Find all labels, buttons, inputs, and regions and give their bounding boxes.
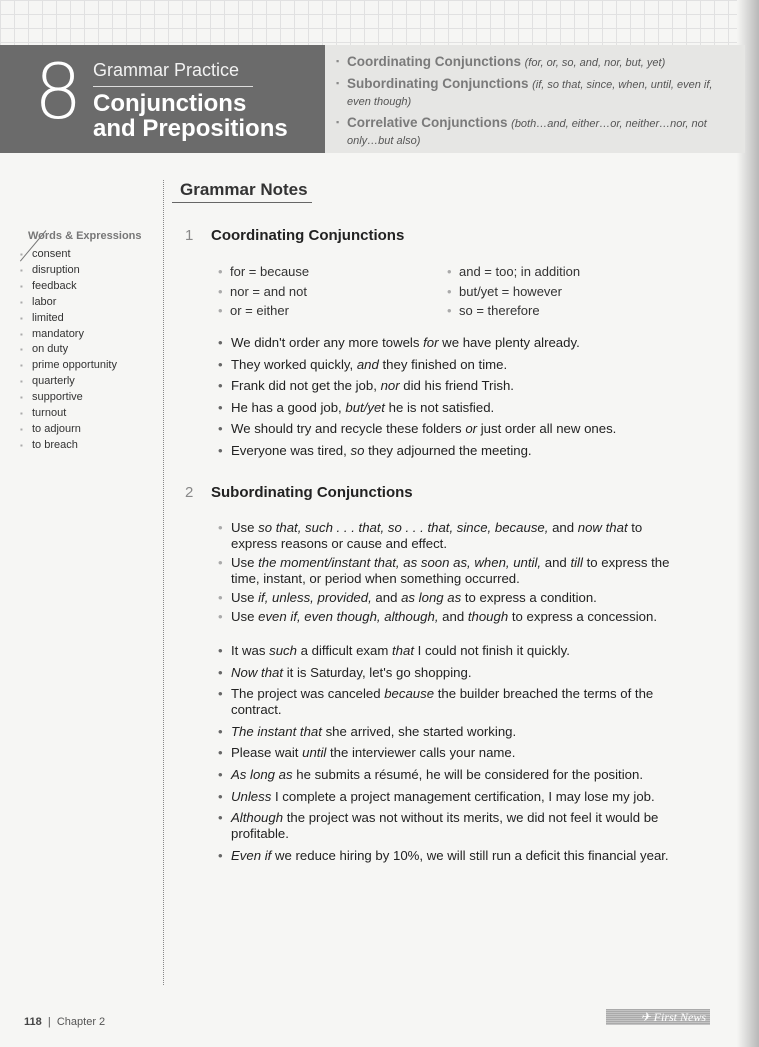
sidebar-word: ▪ turnout xyxy=(20,406,142,422)
bullet-item xyxy=(218,555,688,587)
publisher-logo: ✈ First News xyxy=(606,1009,710,1025)
italic-term: such xyxy=(269,643,297,658)
section-title: Subordinating Conjunctions xyxy=(211,484,413,501)
text-segment: Use xyxy=(231,555,259,570)
words-sidebar xyxy=(20,230,142,454)
conjunction-pair: • and = too; in addition xyxy=(447,264,580,279)
text-segment: They worked quickly, xyxy=(231,356,357,372)
conjunction-pair: • for = because xyxy=(218,264,309,279)
bullet-item xyxy=(218,810,688,842)
grammar-notes-heading: Grammar Notes xyxy=(172,180,312,203)
conjunction-pair: • but/yet = however xyxy=(447,284,562,299)
bullet-item xyxy=(218,335,688,351)
italic-term: and xyxy=(356,356,379,372)
bullet-item xyxy=(218,665,688,681)
sidebar-word: ▪ to breach xyxy=(20,438,142,454)
section-number: 1 xyxy=(185,227,194,244)
sidebar-heading: Words & Expressions xyxy=(28,230,142,242)
separator: | xyxy=(47,1016,51,1028)
logo-text: First News xyxy=(653,1010,706,1024)
text-segment: to express a concession. xyxy=(508,609,657,624)
italic-term: but/yet xyxy=(345,399,385,415)
sidebar-word: ▪ to adjourn xyxy=(20,422,142,438)
section-1-heading xyxy=(185,227,404,244)
bullet-item xyxy=(218,609,688,625)
bullet-item xyxy=(218,590,688,606)
sidebar-word: ▪ limited xyxy=(20,311,142,327)
bullet-item xyxy=(218,789,688,805)
topic-item xyxy=(336,115,716,149)
sidebar-word: ▪ disruption xyxy=(20,263,142,279)
text-segment: he is not satisfied. xyxy=(384,399,495,415)
italic-term: The instant that xyxy=(231,723,322,739)
bullet-item xyxy=(218,745,688,761)
text-segment: Use xyxy=(231,520,259,535)
italic-term: till xyxy=(570,555,583,570)
page-footer xyxy=(24,1016,105,1028)
text-segment: it is Saturday, let's go shopping. xyxy=(283,664,472,680)
title-line-1: Conjunctions xyxy=(93,90,247,117)
italic-term: Although xyxy=(231,810,284,826)
bullet-item xyxy=(218,378,688,394)
chapter-header xyxy=(0,45,325,153)
text-segment: the builder breached the terms of the contract. xyxy=(231,686,654,718)
sidebar-word: ▪ consent xyxy=(20,247,142,263)
page-number: 118 xyxy=(24,1016,42,1028)
text-segment: to express a condition. xyxy=(461,590,597,605)
italic-term: As long as xyxy=(231,766,293,782)
chapter-number: 8 xyxy=(34,47,83,136)
italic-term: that xyxy=(392,643,415,658)
sidebar-word: ▪ prime opportunity xyxy=(20,358,142,374)
word-list xyxy=(20,247,142,454)
chapter-label: Chapter 2 xyxy=(56,1016,106,1028)
text-segment: and xyxy=(371,590,402,605)
conjunction-pair: • or = either xyxy=(218,303,289,318)
bullet-item xyxy=(218,443,688,459)
page-edge-shadow xyxy=(737,0,759,1047)
text-segment: to express the time, instant, or period when something occurred. xyxy=(231,555,670,586)
text-segment: just order all new ones. xyxy=(477,421,617,437)
section-2-examples xyxy=(218,643,688,869)
topic-item xyxy=(336,54,716,71)
section-number: 2 xyxy=(185,484,194,501)
italic-term: Unless xyxy=(231,788,272,804)
text-segment: the project was not without its merits, we did not feel it would be profitable. xyxy=(231,810,659,842)
sidebar-word: ▪ labor xyxy=(20,295,142,311)
text-segment: The project was canceled xyxy=(231,686,385,702)
italic-term: now that xyxy=(577,520,628,535)
section-1-examples xyxy=(218,335,688,465)
italic-term: though xyxy=(467,609,509,624)
bullet-item xyxy=(218,421,688,437)
text-segment: and xyxy=(548,520,578,535)
italic-term: the moment/instant that, as soon as, when, until, xyxy=(258,555,542,570)
text-segment: they adjourned the meeting. xyxy=(364,442,532,458)
divider xyxy=(163,180,164,985)
chapter-title xyxy=(93,91,288,141)
section-2-rules xyxy=(218,520,688,628)
topic-detail: (if, so that, since, when, until, even if, even though) xyxy=(347,79,713,108)
bullet-item xyxy=(218,767,688,783)
chapter-subtitle: Grammar Practice xyxy=(93,60,253,87)
text-segment: Please wait xyxy=(231,745,303,761)
text-segment: to express reasons or cause and effect. xyxy=(231,520,643,551)
grid-background xyxy=(0,0,759,46)
text-segment: we reduce hiring by 10%, we will still run a deficit this financial year. xyxy=(271,847,669,863)
text-segment: she arrived, she started working. xyxy=(321,723,517,739)
sidebar-word: ▪ supportive xyxy=(20,390,142,406)
bullet-item xyxy=(218,357,688,373)
text-segment: Everyone was tired, xyxy=(231,442,351,458)
text-segment: he submits a résumé, he will be considered for the position. xyxy=(292,766,643,782)
topic-item xyxy=(336,76,716,110)
text-segment: It was xyxy=(231,643,270,658)
topic-name: Coordinating Conjunctions xyxy=(347,54,521,69)
conjunction-pair: • nor = and not xyxy=(218,284,307,299)
bullet-item xyxy=(218,724,688,740)
italic-term: or xyxy=(465,421,478,437)
conjunction-pair: • so = therefore xyxy=(447,303,540,318)
italic-term: if, unless, provided, xyxy=(258,590,372,605)
italic-term: as long as xyxy=(401,590,462,605)
sidebar-word: ▪ mandatory xyxy=(20,327,142,343)
sidebar-word: ▪ feedback xyxy=(20,279,142,295)
bullet-item xyxy=(218,686,688,718)
topic-detail: (both…and, either…or, neither…nor, not only…but also) xyxy=(347,118,707,147)
topic-detail: (for, or, so, and, nor, but, yet) xyxy=(524,57,666,69)
text-segment: the interviewer calls your name. xyxy=(326,745,516,761)
italic-term: even if, even though, although, xyxy=(258,609,439,624)
text-segment: I complete a project management certification, I may lose my job. xyxy=(271,788,655,804)
topic-name: Subordinating Conjunctions xyxy=(347,76,529,91)
sidebar-word: ▪ quarterly xyxy=(20,374,142,390)
text-segment: Use xyxy=(231,609,259,624)
text-segment: He has a good job, xyxy=(231,399,346,415)
text-segment: did his friend Trish. xyxy=(399,378,514,394)
section-title: Coordinating Conjunctions xyxy=(211,227,405,244)
bullet-item xyxy=(218,643,688,659)
italic-term: until xyxy=(302,745,327,761)
italic-term: so xyxy=(350,442,365,458)
italic-term: Now that xyxy=(231,664,284,680)
text-segment: and xyxy=(438,609,468,624)
italic-term: because xyxy=(384,686,435,702)
bullet-item xyxy=(218,520,688,552)
italic-term: Even if xyxy=(231,847,272,863)
text-segment: a difficult exam xyxy=(296,643,393,658)
italic-term: nor xyxy=(380,378,400,394)
section-2-heading xyxy=(185,484,413,501)
bullet-item xyxy=(218,848,688,864)
text-segment: they finished on time. xyxy=(378,356,508,372)
text-segment: Use xyxy=(231,590,259,605)
italic-term: so that, such . . . that, so . . . that, since, because, xyxy=(258,520,549,535)
text-segment: We didn't order any more towels xyxy=(231,335,424,350)
text-segment: Frank did not get the job, xyxy=(231,378,381,394)
bullet-item xyxy=(218,400,688,416)
title-line-2: and Prepositions xyxy=(93,115,288,142)
text-segment: and xyxy=(541,555,571,570)
text-segment: We should try and recycle these folders xyxy=(231,421,466,437)
italic-term: for xyxy=(423,335,439,350)
topics-list xyxy=(336,54,716,154)
text-segment: I could not finish it quickly. xyxy=(414,643,570,658)
topic-name: Correlative Conjunctions xyxy=(347,115,508,130)
text-segment: we have plenty already. xyxy=(438,335,580,350)
sidebar-word: ▪ on duty xyxy=(20,342,142,358)
